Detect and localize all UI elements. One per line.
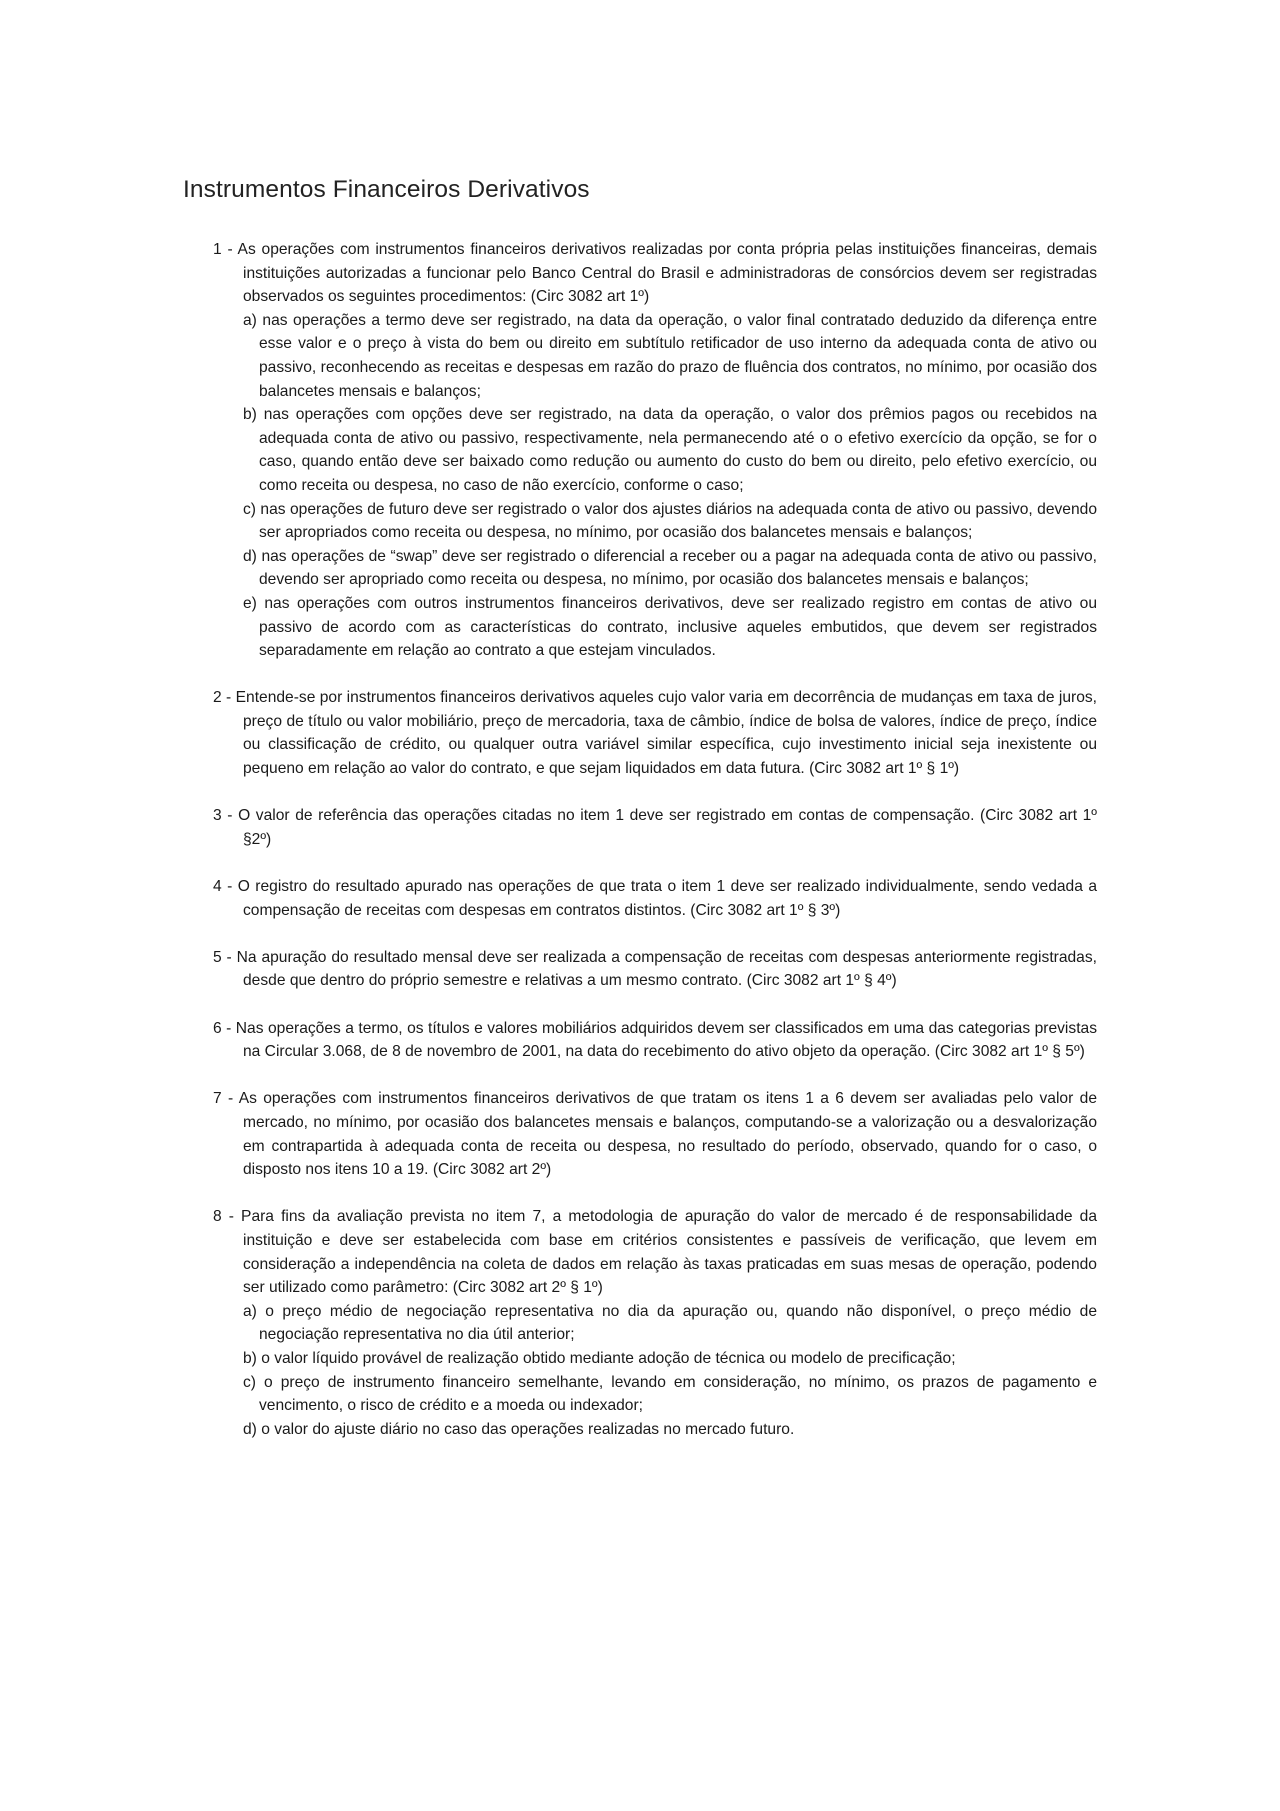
list-item [213, 1017, 1097, 1064]
list-item [213, 686, 1097, 780]
list-item [213, 875, 1097, 922]
sub-item: d) nas operações de “swap” deve ser registrado o diferencial a receber ou a pagar na adequada conta de ativo ou passivo, devendo ser apropriado como receita ou despesa, no mínimo, por ocasião dos balancetes mensais e balanços; [243, 547, 1097, 589]
item-paragraph: 5 - Na apuração do resultado mensal deve ser realizada a compensação de receitas com despesas anteriormente registradas, desde que dentro do próprio semestre e relativas a um mesmo contrato. (Circ 3082 art 1º § 4º) [213, 948, 1097, 990]
sub-item: c) o preço de instrumento financeiro semelhante, levando em consideração, no mínimo, os prazos de pagamento e vencimento, o risco de crédito e a moeda ou indexador; [243, 1373, 1097, 1415]
sub-item: a) nas operações a termo deve ser registrado, na data da operação, o valor final contratado deduzido da diferença entre esse valor e o preço à vista do bem ou direito em subtítulo retificador de uso interno da adequada conta de ativo ou passivo, reconhecendo as receitas e despesas em razão do prazo de fluência dos contratos, no mínimo, por ocasião dos balancetes mensais e balanços; [243, 311, 1097, 400]
item-paragraph: 8 - Para fins da avaliação prevista no item 7, a metodologia de apuração do valor de mercado é de responsabilidade da instituição e deve ser estabelecida com base em critérios consistentes e passíveis de verificação, que levem em consideração a independência na coleta de dados em relação às taxas praticadas em suas mesas de operação, podendo ser utilizado como parâmetro: (Circ 3082 art 2º § 1º) [213, 1208, 1097, 1297]
item-paragraph: 1 - As operações com instrumentos financeiros derivativos realizadas por conta própria pelas instituições financeiras, demais instituições autorizadas a funcionar pelo Banco Central do Brasil e administradoras de consórcios devem ser registradas observados os seguintes procedimentos: (Circ 3082 art 1º) [213, 241, 1097, 306]
item-list [213, 238, 1097, 1441]
sub-item: c) nas operações de futuro deve ser registrado o valor dos ajustes diários na adequada conta de ativo ou passivo, devendo ser apropriados como receita ou despesa, no mínimo, por ocasião dos balancetes mensais e balanços; [243, 500, 1097, 542]
document-page [183, 176, 1097, 1441]
item-paragraph: 3 - O valor de referência das operações citadas no item 1 deve ser registrado em contas de compensação. (Circ 3082 art 1º §2º) [213, 807, 1097, 848]
sub-item: e) nas operações com outros instrumentos financeiros derivativos, deve ser realizado registro em contas de ativo ou passivo de acordo com as características do contrato, inclusive aqueles embutidos, que devem ser registrados separadamente em relação ao contrato a que estejam vinculados. [243, 594, 1097, 660]
sub-item: b) o valor líquido provável de realização obtido mediante adoção de técnica ou modelo de precificação; [243, 1349, 956, 1367]
sub-item: b) nas operações com opções deve ser registrado, na data da operação, o valor dos prêmios pagos ou recebidos na adequada conta de ativo ou passivo, respectivamente, nela permanecendo até o o efetivo exercício da opção, se for o caso, quando então deve ser baixado como redução ou aumento do custo do bem ou direito, pelo efetivo exercício, ou como receita ou despesa, no caso de não exercício, conforme o caso; [243, 406, 1097, 494]
list-item [213, 804, 1097, 851]
item-paragraph: 6 - Nas operações a termo, os títulos e valores mobiliários adquiridos devem ser classificados em uma das categorias previstas na Circular 3.068, de 8 de novembro de 2001, na data do recebimento do ativo objeto da operação. (Circ 3082 art 1º § 5º) [213, 1019, 1097, 1061]
list-item [213, 1087, 1097, 1181]
list-item [213, 946, 1097, 993]
page-title: Instrumentos Financeiros Derivativos [183, 176, 590, 203]
sub-item: a) o preço médio de negociação representativa no dia da apuração ou, quando não disponível, o preço médio de negociação representativa no dia útil anterior; [243, 1302, 1097, 1344]
list-item [213, 238, 1097, 663]
item-paragraph: 2 - Entende-se por instrumentos financeiros derivativos aqueles cujo valor varia em decorrência de mudanças em taxa de juros, preço de título ou valor mobiliário, preço de mercadoria, taxa de câmbio, índice de bolsa de valores, índice de preço, índice ou classificação de crédito, ou qualquer outra variável similar específica, cujo investimento inicial seja inexistente ou pequeno em relação ao valor do contrato, e que sejam liquidados em data futura. (Circ 3082 art 1º § 1º) [213, 689, 1097, 778]
item-paragraph: 7 - As operações com instrumentos financeiros derivativos de que tratam os itens 1 a 6 devem ser avaliadas pelo valor de mercado, no mínimo, por ocasião dos balancetes mensais e balanços, computando-se a valorização ou a desvalorização em contrapartida à adequada conta de receita ou despesa, no resultado do período, observado, quando for o caso, o disposto nos itens 10 a 19. (Circ 3082 art 2º) [213, 1090, 1097, 1179]
sub-item: d) o valor do ajuste diário no caso das operações realizadas no mercado futuro. [243, 1420, 795, 1438]
list-item [213, 1205, 1097, 1441]
item-paragraph: 4 - O registro do resultado apurado nas operações de que trata o item 1 deve ser realizado individualmente, sendo vedada a compensação de receitas com despesas em contratos distintos. (Circ 3082 art 1º § 3º) [213, 878, 1097, 919]
